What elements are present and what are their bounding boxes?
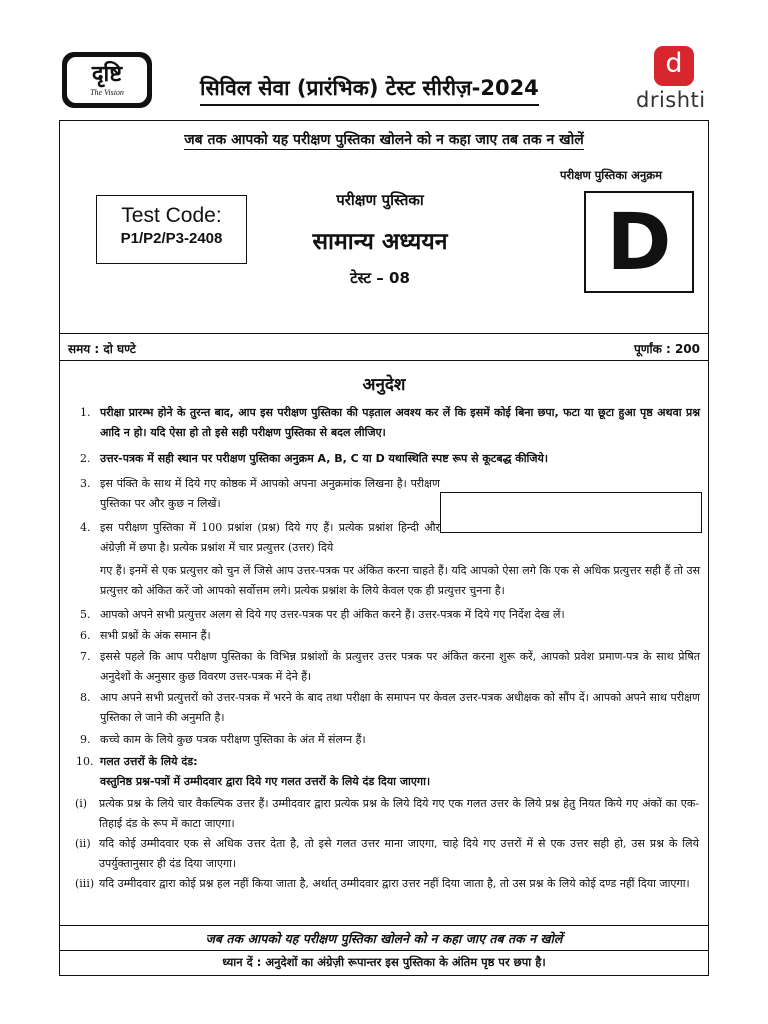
booklet-label: परीक्षण पुस्तिका [336,191,424,209]
drishti-wordmark: drishti [636,88,706,112]
instruction-item: 7. इससे पहले कि आप परीक्षण पुस्तिका के विभिन्न प्रश्नांशों के प्रत्युत्तर उत्तर पत्रक पर अंकित करना शुरू करें, आपको प्रवेश प्रमाण-पत्र के साथ प्रेषित अनुदेशों के अनुसार कुछ विवरण उत्तर-पत्रक में देने हैं। [80,650,700,683]
bottom-warning: जब तक आपको यह परीक्षण पुस्तिका खोलने को न कहा जाए तब तक न खोलें [205,931,563,946]
time-label: समय : दो घण्टे [68,342,136,356]
logo-hindi-text: दृष्टि [91,61,123,87]
test-code-label: Test Code: [121,204,222,227]
divider [59,925,709,926]
test-code-box [96,195,247,264]
subject-title: सामान्य अध्ययन [312,229,448,255]
penalty-item: (i) प्रत्येक प्रश्न के लिये चार वैकल्पिक उत्तर हैं। उम्मीदवार द्वारा प्रत्येक प्रश्न के लिये दिये गए एक गलत उत्तर के लिये प्रश्न हेतु नियत किये गए अंकों का एक-तिहाई दंड के रूप में काटा जाएगा। [75,797,699,830]
instruction-item: 2. उत्तर-पत्रक में सही स्थान पर परीक्षण पुस्तिका अनुक्रम A, B, C या D यथास्थिति स्पष्ट रूप से कूटबद्ध कीजिये। [80,452,549,465]
drishti-logo [636,46,706,112]
divider [59,950,709,951]
penalty-item: (ii) यदि कोई उम्मीदवार एक से अधिक उत्तर देता है, तो इसे गलत उत्तर माना जाएगा, चाहे दिये गए उत्तरों में से एक उत्तर सही हो, उस प्रश्न के लिये उपर्युक्तानुसार ही दंड दिया जाएगा। [75,837,699,870]
top-warning: जब तक आपको यह परीक्षण पुस्तिका खोलने को न कहा जाए तब तक न खोलें [184,132,584,148]
divider [59,360,709,361]
instruction-item: 10. गलत उत्तरों के लिये दंड: वस्तुनिष्ठ प्रश्न-पत्रों में उम्मीदवार द्वारा दिये गए गलत उत्तरों के लिये दंड दिया जाएगा। [76,755,431,788]
instruction-item: 1. परीक्षा प्रारम्भ होने के तुरन्त बाद, आप इस परीक्षण पुस्तिका की पड़ताल अवश्य कर लें कि इसमें कोई बिना छपा, फटा या छूटा हुआ पृष्ठ अथवा प्रश्न आदि न हो। यदि ऐसा हो तो इसे सही परीक्षण पुस्तिका से बदल लीजिए। [80,406,700,439]
instruction-item-continued: गए हैं। इनमें से एक प्रत्युत्तर को चुन लें जिसे आप उत्तर-पत्रक पर अंकित करना चाहते हैं। यदि आपको ऐसा लगे कि एक से अधिक प्रत्युत्तर सही हैं तो उस प्रत्युत्तर को अंकित करें जो आपको सर्वोत्तम लगे। प्रत्येक प्रश्नांश के लिये केवल एक ही प्रत्युत्तर चुनना है। [100,564,700,597]
instructions-title: अनुदेश [362,375,406,395]
instruction-item: 8. आप अपने सभी प्रत्युत्तरों को उत्तर-पत्रक में भरने के बाद तथा परीक्षा के समापन पर केवल उत्तर-पत्रक अधीक्षक को सौंप दें। आपको अपने साथ परीक्षण पुस्तिका ले जाने की अनुमति है। [80,691,700,724]
instruction-item: 3. इस पंक्ति के साथ में दिये गए कोष्ठक में आपको अपना अनुक्रमांक लिखना है। परीक्षण पुस्तिका पर और कुछ न लिखें। [80,477,440,510]
series-title: सिविल सेवा (प्रारंभिक) टेस्ट सीरीज़-2024 [200,74,539,106]
logo-tagline: The Vision [90,87,124,97]
instruction-item: 9. कच्चे काम के लिये कुछ पत्रक परीक्षण पुस्तिका के अंत में संलग्न हैं। [80,733,366,746]
instruction-item: 5. आपको अपने सभी प्रत्युत्तर अलग से दिये गए उत्तर-पत्रक पर ही अंकित करने हैं। उत्तर-पत्रक में दिये गए निर्देश देख लें। [80,608,565,621]
divider [59,333,709,334]
test-code-value: P1/P2/P3-2408 [120,230,223,247]
roll-number-box [440,492,702,533]
sequence-letter-box: D [584,191,694,293]
drishti-hindi-logo [62,52,152,108]
sequence-label: परीक्षण पुस्तिका अनुक्रम [560,168,663,182]
max-marks-label: पूर्णांक : 200 [633,342,700,356]
instruction-item: 4. इस परीक्षण पुस्तिका में 100 प्रश्नांश (प्रश्न) दिये गए हैं। प्रत्येक प्रश्नांश हिन्दी और अंग्रेज़ी में छपा है। प्रत्येक प्रश्नांश में चार प्रत्युत्तर (उत्तर) दिये [80,521,440,554]
drishti-d-icon: d [654,46,694,86]
english-version-note: ध्यान दें : अनुदेशों का अंग्रेज़ी रूपान्तर इस पुस्तिका के अंतिम पृष्ठ पर छपा है। [222,955,546,969]
instruction-item: 6. सभी प्रश्नों के अंक समान हैं। [80,629,211,642]
test-number: टेस्ट – 08 [350,269,410,287]
penalty-item: (iii) यदि उम्मीदवार द्वारा कोई प्रश्न हल नहीं किया जाता है, अर्थात् उम्मीदवार द्वारा उत्तर नहीं दिया जाता है, तो उस प्रश्न के लिये कोई दण्ड नहीं दिया जाएगा। [75,877,690,890]
